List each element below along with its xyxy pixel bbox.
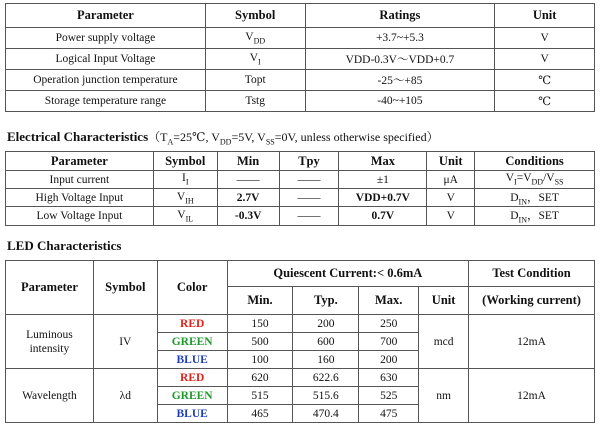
param-cell-luminous: Luminous intensity <box>6 315 94 369</box>
param-cell: Input current <box>6 171 154 189</box>
header-parameter: Parameter <box>6 261 94 315</box>
test-cell: 12mA <box>469 369 595 423</box>
typ-cell: —— <box>279 207 339 225</box>
table-row <box>6 369 595 387</box>
header-symbol: Symbol <box>205 4 305 28</box>
header-parameter: Parameter <box>6 152 154 171</box>
header-working-current: (Working current) <box>469 287 595 315</box>
header-unit: Unit <box>495 4 595 28</box>
electrical-conditions: （$T_A=25℃$, $V_{DD}=5V$, $V_{SS}=0V$, unless otherwise specified） <box>148 130 439 147</box>
param-cell: Power supply voltage <box>6 28 206 49</box>
symbol-cell: Topt <box>205 70 305 91</box>
led-table <box>5 260 595 423</box>
table-row <box>6 49 595 70</box>
symbol-cell: $V_{DD}$ <box>205 28 305 49</box>
value-cell: -40~+105 <box>305 91 495 112</box>
header-max: Max <box>339 152 427 171</box>
typ-cell: 515.6 <box>293 387 359 405</box>
color-blue: BLUE <box>157 351 227 369</box>
min-cell: 465 <box>227 405 293 423</box>
max-cell: 630 <box>359 369 419 387</box>
max-cell: VDD+0.7V <box>339 189 427 207</box>
ratings-table <box>5 3 595 112</box>
symbol-cell: Tstg <box>205 91 305 112</box>
value-cell: -25～+85 <box>305 70 495 91</box>
unit-cell-mcd: mcd <box>419 315 469 369</box>
param-cell: Low Voltage Input <box>6 207 154 225</box>
header-symbol: Symbol <box>93 261 157 315</box>
table-row <box>6 70 595 91</box>
electrical-heading <box>7 128 439 146</box>
table-row <box>6 189 595 207</box>
min-cell: 515 <box>227 387 293 405</box>
typ-cell: 622.6 <box>293 369 359 387</box>
min-cell: 620 <box>227 369 293 387</box>
unit-cell: V <box>427 189 475 207</box>
symbol-cell-ld: λd <box>93 369 157 423</box>
symbol-cell: $V_{IL}$ <box>153 207 217 225</box>
color-green: GREEN <box>157 333 227 351</box>
header-conditions: Conditions <box>475 152 595 171</box>
param-cell: Operation junction temperature <box>6 70 206 91</box>
param-cell: Storage temperature range <box>6 91 206 112</box>
unit-cell: ℃ <box>495 91 595 112</box>
table-row <box>6 207 595 225</box>
typ-cell: 160 <box>293 351 359 369</box>
max-cell: 475 <box>359 405 419 423</box>
value-cell: VDD-0.3V～VDD+0.7 <box>305 49 495 70</box>
max-cell: 200 <box>359 351 419 369</box>
color-green: GREEN <box>157 387 227 405</box>
test-cell: 12mA <box>469 315 595 369</box>
max-cell: 0.7V <box>339 207 427 225</box>
max-cell: 250 <box>359 315 419 333</box>
max-cell: 525 <box>359 387 419 405</box>
symbol-cell: $V_I$ <box>205 49 305 70</box>
param-cell-wavelength: Wavelength <box>6 369 94 423</box>
symbol-cell-iv: IV <box>93 315 157 369</box>
typ-cell: 200 <box>293 315 359 333</box>
header-test-condition: Test Condition <box>469 261 595 287</box>
electrical-table <box>5 151 595 226</box>
max-cell: 700 <box>359 333 419 351</box>
conditions-cell: $D_{IN}$，SET <box>475 207 595 225</box>
unit-cell: V <box>495 28 595 49</box>
header-typ: Typ. <box>293 287 359 315</box>
unit-cell: μA <box>427 171 475 189</box>
header-quiescent-current: Quiescent Current:< 0.6mA <box>227 261 468 287</box>
led-header-row <box>6 261 595 287</box>
color-red: RED <box>157 315 227 333</box>
electrical-title: Electrical Characteristics <box>7 129 149 144</box>
min-cell: 500 <box>227 333 293 351</box>
min-cell: -0.3V <box>217 207 279 225</box>
typ-cell: 600 <box>293 333 359 351</box>
table-row <box>6 171 595 189</box>
table-row <box>6 91 595 112</box>
color-blue: BLUE <box>157 405 227 423</box>
param-cell: High Voltage Input <box>6 189 154 207</box>
unit-cell-nm: nm <box>419 369 469 423</box>
color-red: RED <box>157 369 227 387</box>
header-ratings: Ratings <box>305 4 495 28</box>
typ-cell: 470.4 <box>293 405 359 423</box>
max-cell: ±1 <box>339 171 427 189</box>
value-cell: +3.7~+5.3 <box>305 28 495 49</box>
led-heading: LED Characteristics <box>7 238 122 253</box>
header-parameter: Parameter <box>6 4 206 28</box>
header-unit: Unit <box>419 287 469 315</box>
typ-cell: —— <box>279 189 339 207</box>
header-typ: Tpy <box>279 152 339 171</box>
symbol-cell: $V_{IH}$ <box>153 189 217 207</box>
table-row <box>6 315 595 333</box>
conditions-cell: $V_I=V_{DD}/V_{SS}$ <box>475 171 595 189</box>
header-min: Min <box>217 152 279 171</box>
typ-cell: —— <box>279 171 339 189</box>
header-symbol: Symbol <box>153 152 217 171</box>
symbol-cell: $I_I$ <box>153 171 217 189</box>
ratings-header-row <box>6 4 595 28</box>
header-unit: Unit <box>427 152 475 171</box>
min-cell: 2.7V <box>217 189 279 207</box>
electrical-header-row <box>6 152 595 171</box>
conditions-cell: $D_{IN}$，SET <box>475 189 595 207</box>
min-cell: —— <box>217 171 279 189</box>
unit-cell: ℃ <box>495 70 595 91</box>
min-cell: 100 <box>227 351 293 369</box>
param-cell: Logical Input Voltage <box>6 49 206 70</box>
table-row <box>6 28 595 49</box>
header-color: Color <box>157 261 227 315</box>
min-cell: 150 <box>227 315 293 333</box>
unit-cell: V <box>495 49 595 70</box>
header-min: Min. <box>227 287 293 315</box>
unit-cell: V <box>427 207 475 225</box>
header-max: Max. <box>359 287 419 315</box>
